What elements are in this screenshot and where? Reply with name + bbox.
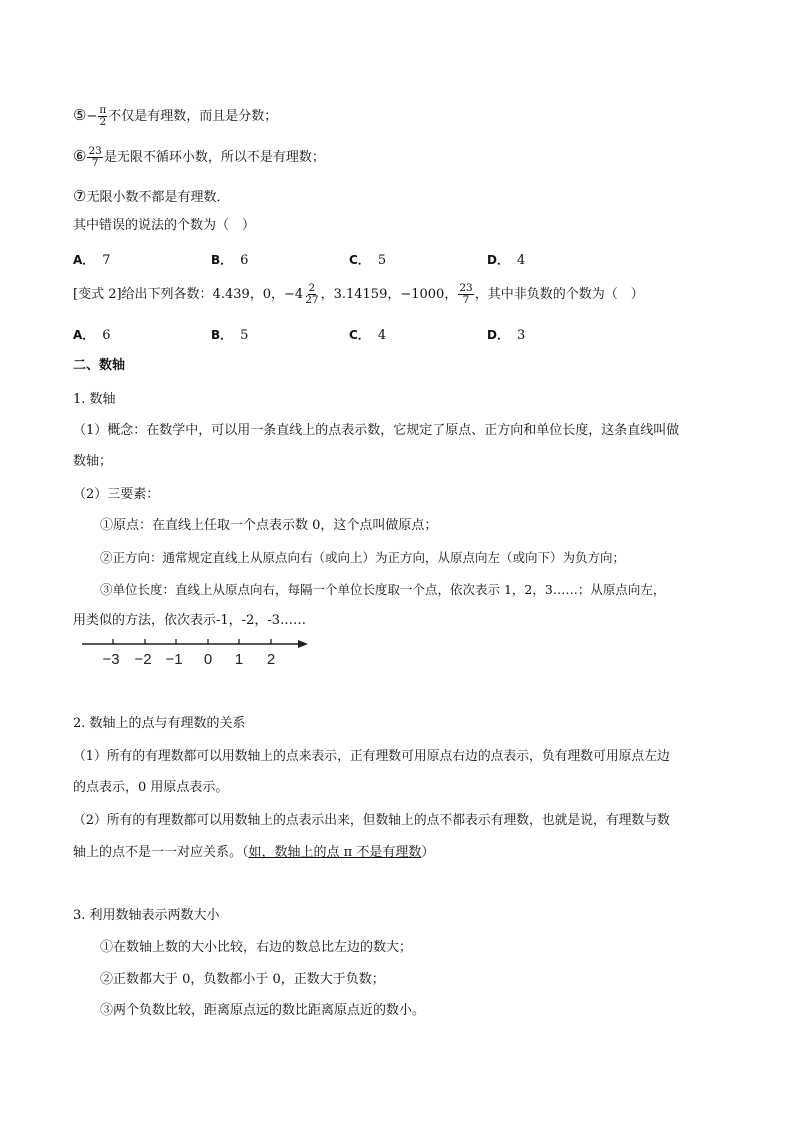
- compare-rule-1: ①在数轴上数的大小比较，右边的数总比左边的数大；: [100, 940, 413, 955]
- q1-option-b[interactable]: B． 6: [211, 253, 249, 268]
- element-unit-line-1: ③单位长度：直线上从原点向右，每隔一个单位长度取一个点，依次表示 1，2，3……；从原点向左，: [100, 582, 666, 597]
- heading-compare-numbers: 3. 利用数轴表示两数大小: [73, 908, 220, 923]
- axis-label: 0: [203, 651, 213, 668]
- q1-option-d[interactable]: D． 4: [487, 253, 526, 268]
- compare-rule-2: ②正数都大于 0，负数都小于 0，正数大于负数；: [100, 972, 385, 987]
- axis-label: 1: [234, 651, 244, 668]
- section-heading: 二、数轴: [73, 358, 126, 373]
- fraction-2-over-27: $\frac{2}{27}$: [305, 282, 319, 306]
- example-pi-underlined: 如，数轴上的点 π 不是有理数: [248, 845, 422, 860]
- statement-5: [73, 105, 277, 128]
- relation-1-line-1: （1）所有的有理数都可以用数轴上的点来表示，正有理数可用原点右边的点表示，负有理数可用原点左边: [73, 749, 670, 764]
- relation-2-line-2: 轴上的点不是一一对应关系。（如，数轴上的点 π 不是有理数）: [73, 845, 435, 860]
- axis-label: −1: [165, 651, 183, 668]
- q2-option-c[interactable]: C． 4: [349, 328, 387, 343]
- element-unit-line-2: 用类似的方法，依次表示-1，-2，-3……: [73, 613, 306, 628]
- q2-option-b[interactable]: B． 5: [211, 328, 249, 343]
- q2-question: [73, 283, 644, 306]
- q2-option-a[interactable]: A． 6: [73, 328, 111, 343]
- statement-6: [73, 146, 325, 169]
- statement-7-text: 无限小数不都是有理数．: [86, 190, 230, 205]
- q1-prompt: 其中错误的说法的个数为（ ）: [73, 218, 256, 233]
- concept-line-1: （1）概念：在数学中，可以用一条直线上的点表示数，它规定了原点、正方向和单位长度，这条直线叫做: [73, 423, 680, 438]
- element-origin: ①原点：在直线上任取一个点表示数 0，这个点叫做原点；: [100, 518, 438, 533]
- fraction-23-over-7-b: $\frac{23}{7}$: [459, 282, 473, 306]
- axis-label: 2: [266, 651, 276, 668]
- q1-option-a[interactable]: A． 7: [73, 253, 111, 268]
- element-direction: ②正方向：通常规定直线上从原点向右（或向上）为正方向，从原点向左（或向下）为负方向；: [100, 550, 626, 565]
- q2-mid: ，3.14159，−1000，: [320, 287, 458, 302]
- circled-number-7: ⑦: [73, 187, 87, 205]
- relation-1-line-2: 的点表示，0 用原点表示。: [73, 780, 229, 795]
- number-line-figure: [78, 632, 318, 674]
- q1-option-c[interactable]: C． 5: [349, 253, 387, 268]
- fraction-23-over-7: $\frac{23}{7}$: [88, 145, 102, 169]
- circled-number-5: ⑤: [73, 106, 87, 124]
- axis-arrow: [298, 640, 308, 648]
- minus-sign: −: [86, 109, 98, 124]
- fraction-pi-over-2: $\frac{\pi}{2}$: [99, 104, 107, 128]
- q2-tail: ，其中非负数的个数为（ ）: [474, 287, 644, 302]
- compare-rule-3: ③两个负数比较，距离原点远的数比距离原点近的数小。: [100, 1003, 426, 1018]
- elements-title: （2）三要素：: [73, 487, 160, 502]
- statement-7: [73, 186, 229, 208]
- axis-label: −3: [102, 651, 120, 668]
- heading-points-and-rationals: 2. 数轴上的点与有理数的关系: [73, 716, 246, 731]
- axis-label: −2: [134, 651, 152, 668]
- heading-number-line: 1. 数轴: [73, 392, 116, 407]
- statement-6-text: 是无限不循环小数，所以不是有理数；: [103, 150, 325, 165]
- circled-number-6: ⑥: [73, 147, 87, 165]
- relation-2-line-1: （2）所有的有理数都可以用数轴上的点表示出来，但数轴上的点不都表示有理数，也就是说，有理数与数: [73, 813, 670, 828]
- q2-lead: [变式 2]给出下列各数：4.439，0，−4: [73, 287, 304, 302]
- q2-option-d[interactable]: D． 3: [487, 328, 526, 343]
- statement-5-text: 不仅是有理数，而且是分数；: [108, 109, 278, 124]
- concept-line-2: 数轴；: [73, 454, 113, 469]
